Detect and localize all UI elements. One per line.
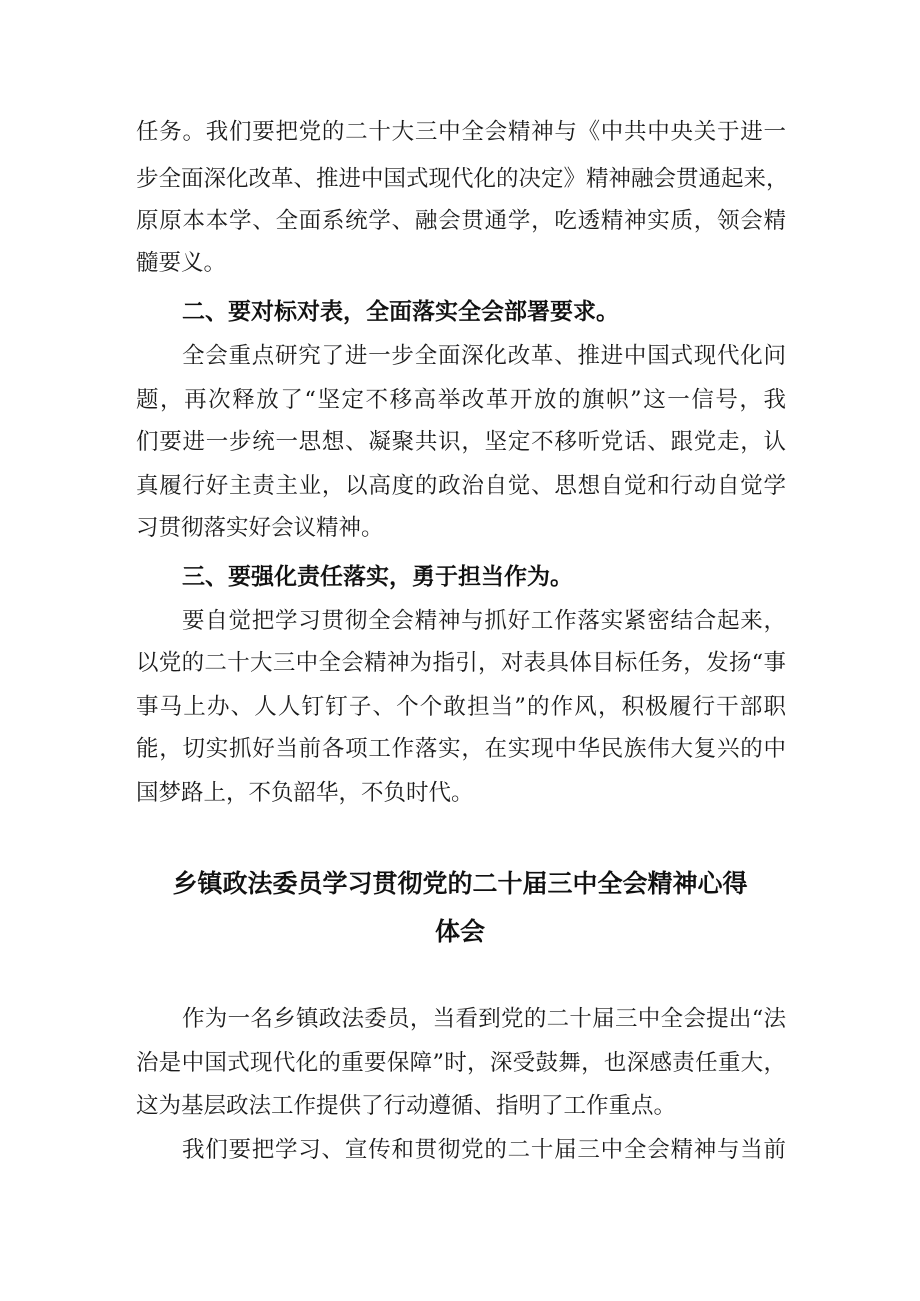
- text-line: 原原本本学、全面系统学、融会贯通学，吃透精神实质，领会精: [136, 208, 786, 234]
- text-line: 全会重点研究了进一步全面深化改革、推进中国式现代化问: [182, 343, 786, 369]
- text-line: 真履行好主责主业，以高度的政治自觉、思想自觉和行动自觉学: [136, 473, 786, 499]
- text-line: 髓要义。: [136, 250, 227, 276]
- text-line: 步全面深化改革、推进中国式现代化的决定》精神融会贯通起来，: [136, 166, 789, 192]
- article-title: 乡镇政法委员学习贯彻党的二十届三中全会精神心得: [172, 869, 748, 898]
- text-line: 们要进一步统一思想、凝聚共识，坚定不移听党话、跟党走，认: [136, 429, 786, 455]
- article-title-continued: 体会: [434, 917, 485, 946]
- text-line: 任务。我们要把党的二十大三中全会精神与《中共中央关于进一: [136, 119, 786, 145]
- text-line: 事马上办、人人钉钉子、个个敢担当”的作风，积极履行干部职: [136, 694, 786, 720]
- text-line: 治是中国式现代化的重要保障”时，深受鼓舞，也深感责任重大，: [136, 1050, 786, 1076]
- text-line: 这为基层政法工作提供了行动遵循、指明了工作重点。: [136, 1093, 677, 1119]
- section-heading-2: 二、要对标对表，全面落实全会部署要求。: [182, 299, 619, 325]
- section-heading-3: 三、要强化责任落实，勇于担当作为。: [182, 564, 573, 590]
- text-line: 我们要把学习、宣传和贯彻党的二十届三中全会精神与当前: [182, 1137, 786, 1163]
- text-line: 题，再次释放了“坚定不移高举改革开放的旗帜”这一信号，我: [136, 387, 786, 413]
- text-line: 国梦路上，不负韶华，不负时代。: [136, 780, 474, 806]
- text-line: 作为一名乡镇政法委员，当看到党的二十届三中全会提出“法: [182, 1006, 786, 1032]
- text-line: 习贯彻落实好会议精神。: [136, 515, 384, 541]
- text-line: 以党的二十大三中全会精神为指引，对表具体目标任务，发扬“事: [136, 650, 786, 676]
- text-line: 能，切实抓好当前各项工作落实，在实现中华民族伟大复兴的中: [136, 736, 786, 762]
- text-line: 要自觉把学习贯彻全会精神与抓好工作落实紧密结合起来，: [182, 608, 786, 634]
